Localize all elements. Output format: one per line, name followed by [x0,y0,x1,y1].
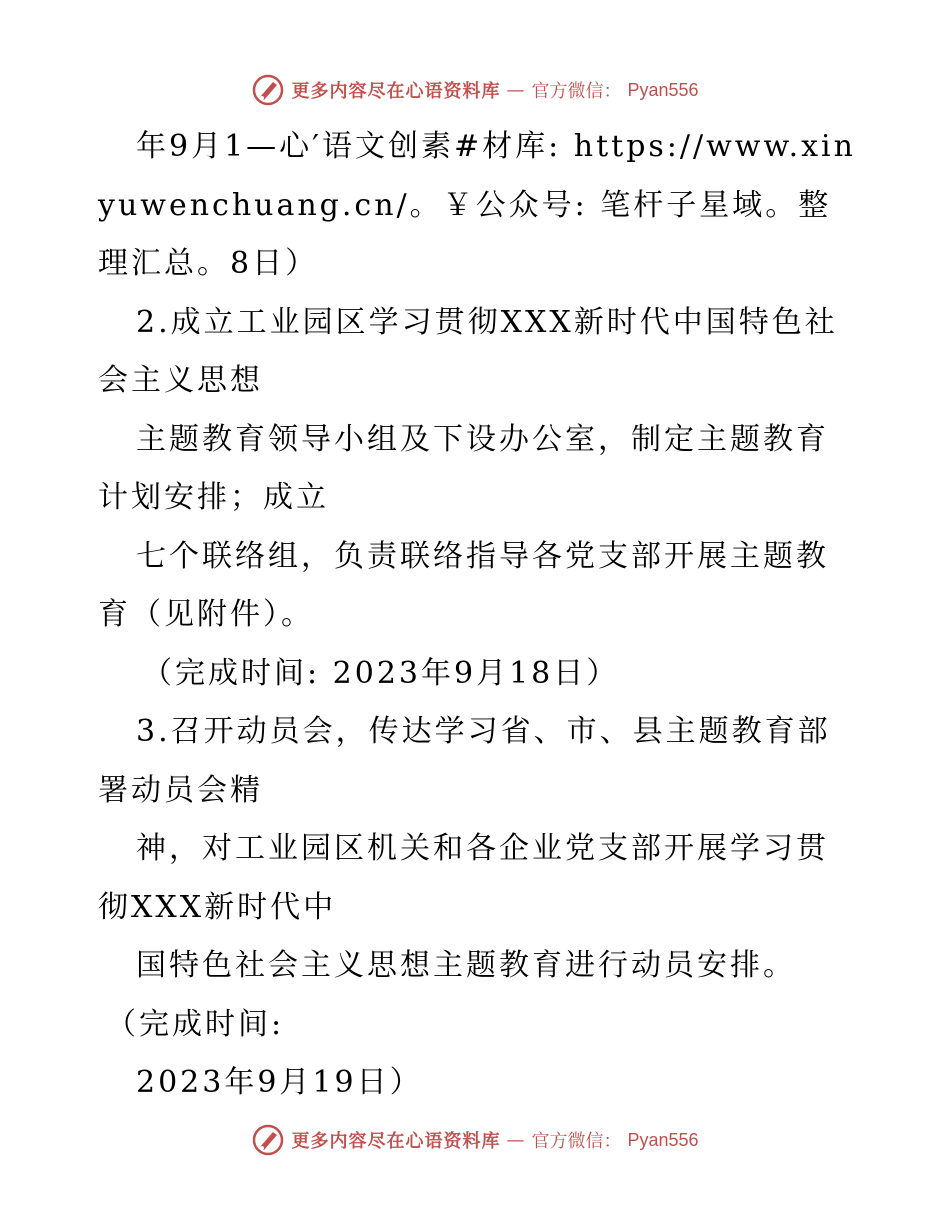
paragraph-5: （完成时间: 2023年9月18日） [142,655,620,691]
paragraph-1: 年9月1—心′语文创素#材库: https://www.xinyuwenchuang.cn/。￥公众号: 笔杆子星域。整理汇总。8日） [98,129,856,281]
watermark-separator: — [506,79,526,101]
document-body [98,118,858,1113]
header-watermark-banner [0,70,950,110]
pen-nib-logo-icon [251,1123,285,1157]
paragraph-6: 3.召开动员会，传达学习省、市、县主题教育部署动员会精 [98,714,831,808]
pen-nib-logo-icon [251,73,285,107]
footer-watermark-banner [0,1120,950,1160]
paragraph-9: （完成时间: [106,1006,285,1042]
watermark-brand-text: 更多内容尽在心语资料库 [291,81,501,102]
watermark-official-label: 官方微信： [531,81,622,102]
watermark-separator: — [506,1129,526,1151]
paragraph-7: 神，对工业园区机关和各企业党支部开展学习贯彻XXX新时代中 [98,831,829,925]
watermark-wechat-handle: Pyan556 [627,79,699,100]
paragraph-4: 七个联络组，负责联络指导各党支部开展主题教育（见附件）。 [98,538,829,632]
paragraph-8: 国特色社会主义思想主题教育进行动员安排。 [136,948,796,983]
paragraph-10: 2023年9月19日） [136,1065,423,1100]
paragraph-2: 2.成立工业园区学习贯彻XXX新时代中国特色社会主义思想 [98,304,838,398]
paragraph-3: 主题教育领导小组及下设办公室，制定主题教育计划安排；成立 [98,421,829,515]
watermark-brand-text: 更多内容尽在心语资料库 [291,1131,501,1152]
watermark-official-label: 官方微信： [531,1131,622,1152]
watermark-wechat-handle: Pyan556 [627,1129,699,1150]
